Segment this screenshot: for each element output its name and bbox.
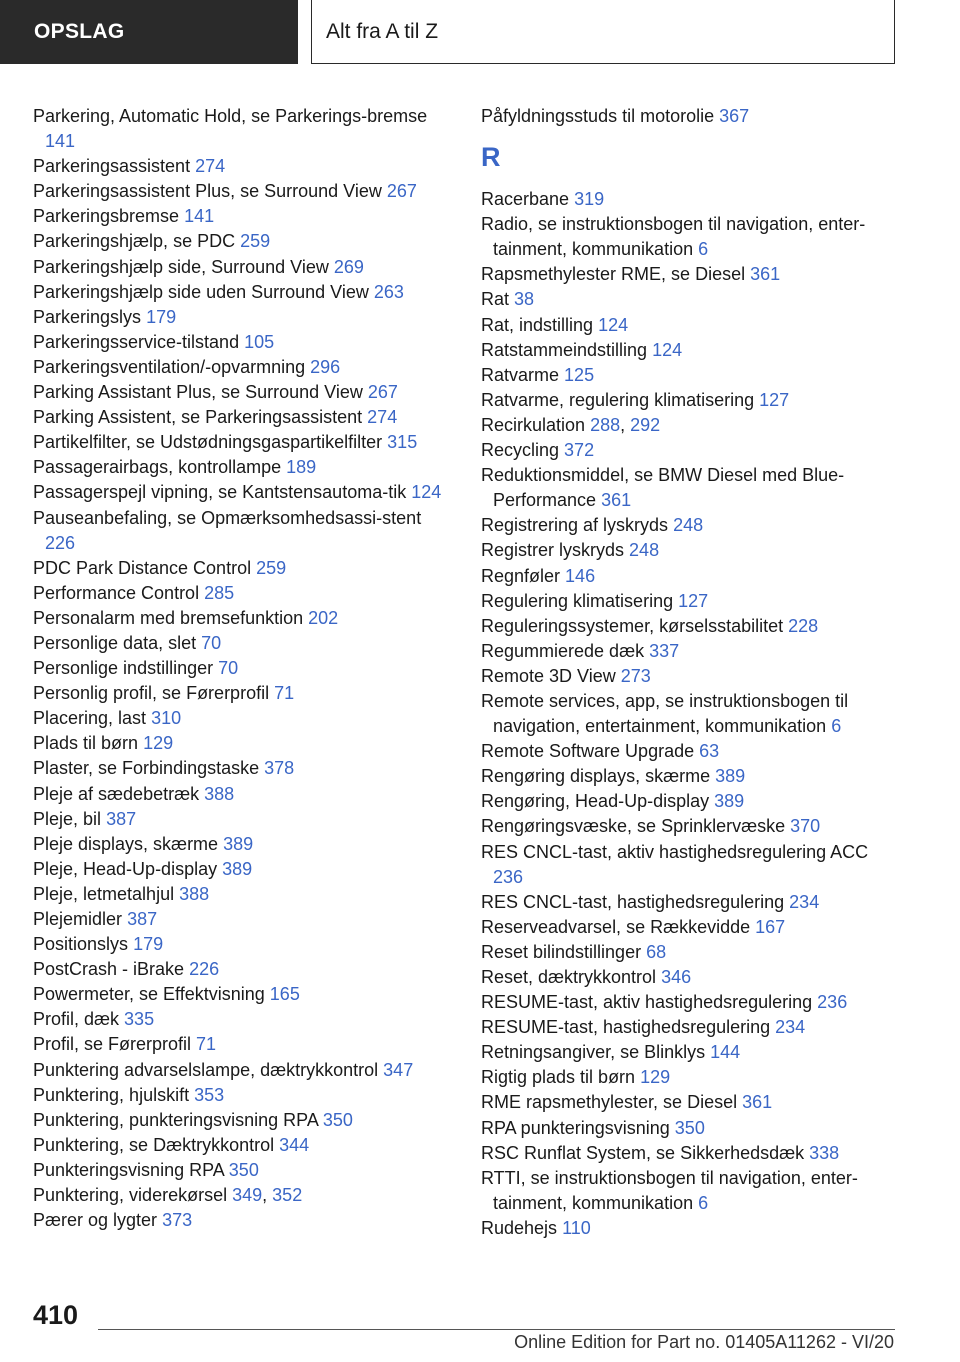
- section-letter: R: [481, 142, 501, 173]
- page-ref-link[interactable]: 236: [817, 992, 848, 1013]
- index-entry: [481, 262, 901, 287]
- entry-text: Ratstammeindstilling: [481, 339, 648, 360]
- page-ref-link[interactable]: 71: [196, 1034, 217, 1055]
- entry-text: RES CNCL-tast, aktiv hastighedsregulering ACC: [481, 841, 869, 862]
- index-entry: [481, 187, 901, 212]
- index-entry: [33, 455, 453, 480]
- index-entry: [33, 506, 453, 556]
- index-entry: [33, 807, 453, 832]
- index-entry: [481, 1141, 901, 1166]
- index-entry: [33, 631, 453, 656]
- page-ref-link[interactable]: 344: [279, 1134, 310, 1155]
- entry-text: Parkeringsservice-tilstand: [33, 331, 240, 352]
- page-ref-link[interactable]: 127: [759, 389, 790, 410]
- page-ref-link[interactable]: 352: [272, 1185, 303, 1206]
- page-ref-link[interactable]: 226: [189, 959, 220, 980]
- index-entry: [33, 932, 453, 957]
- page-ref-link[interactable]: 179: [133, 934, 164, 955]
- entry-text: Personlige data, slet: [33, 632, 197, 653]
- page-ref-link[interactable]: 310: [151, 708, 182, 729]
- page-ref-link[interactable]: 267: [367, 382, 398, 403]
- entry-text: Punktering, viderekørsel: [33, 1185, 228, 1206]
- page-number: 410: [33, 1300, 79, 1330]
- page-ref-link[interactable]: 353: [194, 1084, 225, 1105]
- entry-text: Reset, dæktrykkontrol: [481, 967, 657, 987]
- entry-text: Parkering, Automatic Hold, se Parkerings-bremse: [33, 106, 428, 126]
- page-ref-link[interactable]: 125: [564, 364, 595, 385]
- index-column-left: [33, 104, 453, 1233]
- entry-text: Punktering advarselslampe, dæktrykkontrol: [33, 1059, 379, 1080]
- index-entry: [33, 731, 453, 756]
- entry-text: Plaster, se Forbindingstaske: [33, 758, 260, 779]
- index-entry: [33, 1058, 453, 1083]
- page-ref-link[interactable]: 273: [620, 665, 651, 686]
- page-ref-link[interactable]: 285: [204, 582, 235, 603]
- footer-divider: [98, 1329, 895, 1330]
- index-entry: [33, 857, 453, 882]
- index-entry: [481, 212, 901, 262]
- page-ref-link[interactable]: 70: [218, 658, 239, 679]
- index-entry: [33, 832, 453, 857]
- index-entry: [481, 689, 901, 739]
- index-entry: [33, 882, 453, 907]
- entry-text: Parkeringsassistent: [33, 156, 191, 177]
- page-ref-link[interactable]: 292: [630, 414, 661, 435]
- index-column-right: [481, 104, 901, 1241]
- page-ref-link[interactable]: 202: [308, 607, 339, 628]
- entry-text: PostCrash - iBrake: [33, 959, 185, 980]
- page-ref-link[interactable]: 6: [698, 239, 709, 260]
- index-entry: [33, 681, 453, 706]
- index-entry: [33, 782, 453, 807]
- page-ref-link[interactable]: 228: [788, 615, 819, 636]
- entry-text: Powermeter, se Effektvisning: [33, 984, 265, 1005]
- entry-text: Radio, se instruktionsbogen til navigation, enter-tainment, kommunikation: [481, 214, 866, 260]
- index-entry: [481, 1216, 901, 1241]
- index-entry: [481, 338, 901, 363]
- index-entry: [481, 840, 901, 890]
- entry-text: Pleje, Head-Up-display: [33, 858, 218, 879]
- entry-text: Placering, last: [33, 708, 147, 729]
- entry-text: Racerbane: [481, 189, 570, 210]
- index-entry: [481, 739, 901, 764]
- page-ref-link[interactable]: 248: [673, 515, 704, 536]
- entry-text: Regnføler: [481, 565, 561, 586]
- page-ref-link[interactable]: 38: [514, 289, 535, 310]
- page-ref-link[interactable]: 124: [652, 339, 683, 360]
- entry-text: Pærer og lygter: [33, 1210, 158, 1231]
- index-entry: [481, 890, 901, 915]
- entry-text: Parking Assistant Plus, se Surround View: [33, 382, 363, 403]
- entry-text: Reset bilindstillinger: [481, 941, 642, 962]
- index-entry: [33, 1158, 453, 1183]
- entry-text: Reserveadvarsel, se Rækkevidde: [481, 916, 751, 937]
- entry-text: Parkeringsbremse: [33, 206, 180, 227]
- entry-text: Registrering af lyskryds: [481, 515, 669, 536]
- page-ref-link[interactable]: 124: [411, 482, 442, 503]
- index-entry: [33, 556, 453, 581]
- index-entry: [33, 957, 453, 982]
- entry-text: Registrer lyskryds: [481, 540, 625, 561]
- page-ref-link[interactable]: 124: [598, 314, 629, 335]
- entry-text: Rat, indstilling: [481, 314, 594, 335]
- index-entry: [481, 564, 901, 589]
- page-ref-link[interactable]: 389: [714, 791, 745, 812]
- entry-text: Profil, se Førerprofil: [33, 1034, 192, 1055]
- entry-text: Parkeringsassistent Plus, se Surround View: [33, 181, 382, 202]
- entry-text: Recycling: [481, 440, 560, 461]
- index-entry: [33, 907, 453, 932]
- entry-text: RTTI, se instruktionsbogen til navigation, enter-tainment, kommunikation: [481, 1167, 858, 1213]
- entry-text: Pleje, bil: [33, 808, 102, 829]
- page-ref-link[interactable]: 263: [373, 281, 404, 302]
- index-entry: [33, 756, 453, 781]
- entry-text: Pleje, letmetalhjul: [33, 883, 175, 904]
- entry-text: Rengøringsvæske, se Sprinklervæske: [481, 816, 786, 837]
- index-entry: [33, 280, 453, 305]
- page-ref-link[interactable]: 388: [204, 783, 235, 804]
- page-ref-link[interactable]: 349: [232, 1185, 263, 1206]
- page-ref-link[interactable]: 370: [790, 816, 821, 837]
- footer-edition: Online Edition for Part no. 01405A11262 - VI/20: [514, 1332, 894, 1352]
- page-ref-link[interactable]: 63: [699, 741, 720, 762]
- index-entry: [33, 355, 453, 380]
- index-entry: [33, 1108, 453, 1133]
- index-entry: [33, 430, 453, 455]
- index-entry: [33, 982, 453, 1007]
- index-entry: [481, 538, 901, 563]
- entry-text: Remote services, app, se instruktionsbogen til navigation, entertainment, kommunikation: [481, 690, 849, 737]
- entry-text: Rat: [481, 289, 510, 310]
- index-entry: [481, 513, 901, 538]
- entry-text: Parking Assistent, se Parkeringsassistent: [33, 407, 363, 428]
- index-entry: [481, 287, 901, 312]
- page-ref-link[interactable]: 141: [45, 131, 76, 152]
- page-ref-link[interactable]: 346: [661, 967, 692, 987]
- chapter-tab[interactable]: [311, 0, 895, 64]
- index-entry: [33, 154, 453, 179]
- entry-text: Retningsangiver, se Blinklys: [481, 1042, 706, 1063]
- page-ref-link[interactable]: 179: [146, 306, 177, 327]
- entry-text: Reduktionsmiddel, se BMW Diesel med Blue-Performance: [481, 465, 845, 511]
- entry-text: Parkeringsventilation/-opvarmning: [33, 356, 306, 377]
- index-entry: [481, 589, 901, 614]
- entry-text: Remote Software Upgrade: [481, 741, 695, 762]
- page-ref-link[interactable]: 361: [742, 1092, 773, 1113]
- index-entry: [33, 229, 453, 254]
- page-ref-link[interactable]: 226: [45, 532, 76, 553]
- entry-text: Parkeringslys: [33, 306, 142, 327]
- index-entry: [481, 940, 901, 965]
- entry-text: Pauseanbefaling, se Opmærksomhedsassi-stent: [33, 507, 422, 528]
- index-entry: [481, 1116, 901, 1141]
- page-ref-link[interactable]: 350: [228, 1159, 259, 1180]
- index-entry: [481, 764, 901, 789]
- index-entry: [33, 104, 453, 154]
- index-entry: [33, 405, 453, 430]
- index-entry: [33, 330, 453, 355]
- page-ref-link[interactable]: 296: [310, 356, 341, 377]
- index-entry: [481, 965, 901, 990]
- index-entry: [33, 255, 453, 280]
- page-ref-link[interactable]: 315: [387, 432, 418, 453]
- index-entry: Recirkulation 288, 292: [481, 414, 661, 435]
- entry-text: Plejemidler: [33, 909, 123, 929]
- index-entry: [481, 639, 901, 664]
- index-entry: [481, 1166, 901, 1216]
- page-ref-link[interactable]: 378: [264, 758, 295, 779]
- entry-text: RESUME-tast, hastighedsregulering: [481, 1017, 771, 1038]
- page-ref-link[interactable]: 234: [789, 891, 820, 912]
- entry-text: Ratvarme: [481, 364, 560, 385]
- entry-text: Pleje af sædebetræk: [33, 783, 200, 804]
- entry-text: Punktering, hjulskift: [33, 1084, 190, 1105]
- index-entry: [33, 305, 453, 330]
- page-ref-link[interactable]: 350: [674, 1117, 705, 1138]
- index-entry: [481, 789, 901, 814]
- page-ref-link[interactable]: 274: [367, 407, 398, 428]
- page-ref-link[interactable]: 388: [179, 883, 210, 904]
- index-entry: [481, 104, 901, 129]
- page-ref-link[interactable]: 288: [590, 414, 621, 435]
- index-entry: [481, 438, 901, 463]
- entry-text: RPA punkteringsvisning: [481, 1117, 670, 1138]
- entry-text: Rudehejs: [481, 1217, 558, 1238]
- page-ref-link[interactable]: 165: [269, 984, 300, 1005]
- page-ref-link[interactable]: 361: [750, 264, 781, 285]
- entry-text: Recirkulation: [481, 414, 586, 435]
- page-header: [0, 0, 960, 66]
- page-ref-link[interactable]: 337: [649, 640, 680, 661]
- page-ref-link[interactable]: 6: [831, 716, 842, 737]
- page-ref-link[interactable]: 274: [195, 156, 226, 177]
- entry-text: Ratvarme, regulering klimatisering: [481, 389, 755, 410]
- page-ref-link[interactable]: 361: [601, 490, 632, 511]
- index-entry: [33, 204, 453, 229]
- index-entry: [33, 380, 453, 405]
- entry-text: Passagerairbags, kontrollampe: [33, 457, 282, 478]
- index-entry: [481, 990, 901, 1015]
- page-ref-link[interactable]: 144: [710, 1042, 741, 1063]
- entry-text: Punktering, punkteringsvisning RPA: [33, 1109, 318, 1130]
- index-entry: [481, 915, 901, 940]
- index-entry: [481, 1040, 901, 1065]
- entry-text: Positionslys: [33, 934, 129, 955]
- entry-text: Performance Control: [33, 582, 200, 603]
- section-tab[interactable]: [0, 0, 298, 64]
- entry-text: Rigtig plads til børn: [481, 1067, 636, 1088]
- index-entry: [481, 664, 901, 689]
- page-ref-link[interactable]: 248: [629, 540, 660, 561]
- index-entry: [481, 463, 901, 513]
- page-ref-link[interactable]: 387: [106, 808, 137, 829]
- entry-text: PDC Park Distance Control: [33, 557, 252, 578]
- entry-text: Rengøring displays, skærme: [481, 766, 711, 787]
- index-entry: [33, 1083, 453, 1108]
- entry-text: Remote 3D View: [481, 665, 616, 686]
- index-entry: [33, 1032, 453, 1057]
- index-entry: [33, 706, 453, 731]
- entry-text: Passagerspejl vipning, se Kantstensautoma-tik: [33, 482, 407, 503]
- page-ref-link[interactable]: 234: [775, 1017, 806, 1038]
- page-ref-link[interactable]: 68: [646, 941, 667, 962]
- page-ref-link[interactable]: 127: [678, 590, 709, 611]
- entry-text: Rengøring, Head-Up-display: [481, 791, 710, 812]
- entry-text: Parkeringshjælp side uden Surround View: [33, 281, 369, 302]
- page-ref-link[interactable]: 110: [562, 1217, 591, 1238]
- page-ref-link[interactable]: 259: [240, 231, 271, 252]
- page-ref-link[interactable]: 105: [244, 331, 275, 352]
- entry-text: Profil, dæk: [33, 1009, 120, 1030]
- index-entry: [33, 1133, 453, 1158]
- entry-text: Parkeringshjælp side, Surround View: [33, 256, 329, 277]
- page-ref-link[interactable]: 389: [222, 858, 253, 879]
- entry-text: Regummierede dæk: [481, 640, 645, 661]
- index-entry: [481, 1015, 901, 1040]
- entry-text: RME rapsmethylester, se Diesel: [481, 1092, 738, 1113]
- index-entry: [481, 1065, 901, 1090]
- entry-text: RES CNCL-tast, hastighedsregulering: [481, 891, 785, 912]
- section-label: OPSLAG: [34, 20, 125, 43]
- entry-text: Personlig profil, se Førerprofil: [33, 683, 270, 704]
- entry-text: Partikelfilter, se Udstødningsgaspartikelfilter: [33, 432, 383, 453]
- page-ref-link[interactable]: 319: [574, 189, 605, 210]
- index-entries-r: [481, 187, 901, 1241]
- page-ref-link[interactable]: 387: [127, 909, 158, 929]
- page-ref-link[interactable]: 389: [715, 766, 746, 787]
- index-entry: [33, 179, 453, 204]
- index-entry: [481, 313, 901, 338]
- page-ref-link[interactable]: 269: [333, 256, 364, 277]
- index-entry: [33, 606, 453, 631]
- page-ref-link[interactable]: 167: [755, 916, 786, 937]
- entry-text: Punktering, se Dæktrykkontrol: [33, 1134, 275, 1155]
- page-ref-link[interactable]: 335: [124, 1009, 155, 1030]
- page-ref-link[interactable]: 338: [809, 1142, 840, 1163]
- page-ref-link[interactable]: 146: [565, 565, 596, 586]
- page-ref-link[interactable]: 259: [256, 557, 287, 578]
- index-entry: [481, 614, 901, 639]
- page-ref-link[interactable]: 71: [274, 683, 295, 704]
- entry-text: Rapsmethylester RME, se Diesel: [481, 264, 746, 285]
- index-intro-entries: [481, 104, 901, 129]
- entry-text: RSC Runflat System, se Sikkerhedsdæk: [481, 1142, 805, 1163]
- page-ref-link[interactable]: 141: [184, 206, 215, 227]
- entry-text: Pleje displays, skærme: [33, 833, 219, 854]
- index-entry: [33, 1208, 453, 1233]
- page-ref-link[interactable]: 236: [493, 866, 524, 887]
- entry-text: RESUME-tast, aktiv hastighedsregulering: [481, 992, 813, 1013]
- chapter-label: Alt fra A til Z: [326, 19, 439, 43]
- index-entry: [481, 1090, 901, 1115]
- entry-text: Reguleringssystemer, kørselsstabilitet: [481, 615, 784, 636]
- index-entry: Punktering, viderekørsel 349, 352: [33, 1185, 303, 1206]
- entry-text: Plads til børn: [33, 733, 139, 754]
- page-ref-link[interactable]: 367: [719, 106, 750, 126]
- entry-text: Personlige indstillinger: [33, 658, 214, 679]
- index-entry: [481, 388, 901, 413]
- page-ref-link[interactable]: 129: [143, 733, 174, 754]
- page-ref-link[interactable]: 6: [698, 1192, 709, 1213]
- index-entry: [33, 581, 453, 606]
- page-ref-link[interactable]: 350: [322, 1109, 353, 1130]
- page-ref-link[interactable]: 347: [383, 1059, 414, 1080]
- page-ref-link[interactable]: 372: [564, 440, 595, 461]
- page-ref-link[interactable]: 389: [223, 833, 254, 854]
- page-ref-link[interactable]: 267: [386, 181, 417, 202]
- index-entry: [33, 480, 453, 505]
- entry-text: Påfyldningsstuds til motorolie: [481, 106, 715, 126]
- page-ref-link[interactable]: 129: [640, 1067, 671, 1088]
- page-ref-link[interactable]: 70: [201, 632, 222, 653]
- page-ref-link[interactable]: 373: [162, 1210, 193, 1231]
- index-entry: [481, 814, 901, 839]
- index-entry: [481, 363, 901, 388]
- entry-text: Parkeringshjælp, se PDC: [33, 231, 236, 252]
- index-entry: [33, 656, 453, 681]
- entry-text: Regulering klimatisering: [481, 590, 674, 611]
- page-ref-link[interactable]: 189: [286, 457, 317, 478]
- entry-text: Personalarm med bremsefunktion: [33, 607, 304, 628]
- entry-text: Punkteringsvisning RPA: [33, 1159, 224, 1180]
- index-entry: [33, 1007, 453, 1032]
